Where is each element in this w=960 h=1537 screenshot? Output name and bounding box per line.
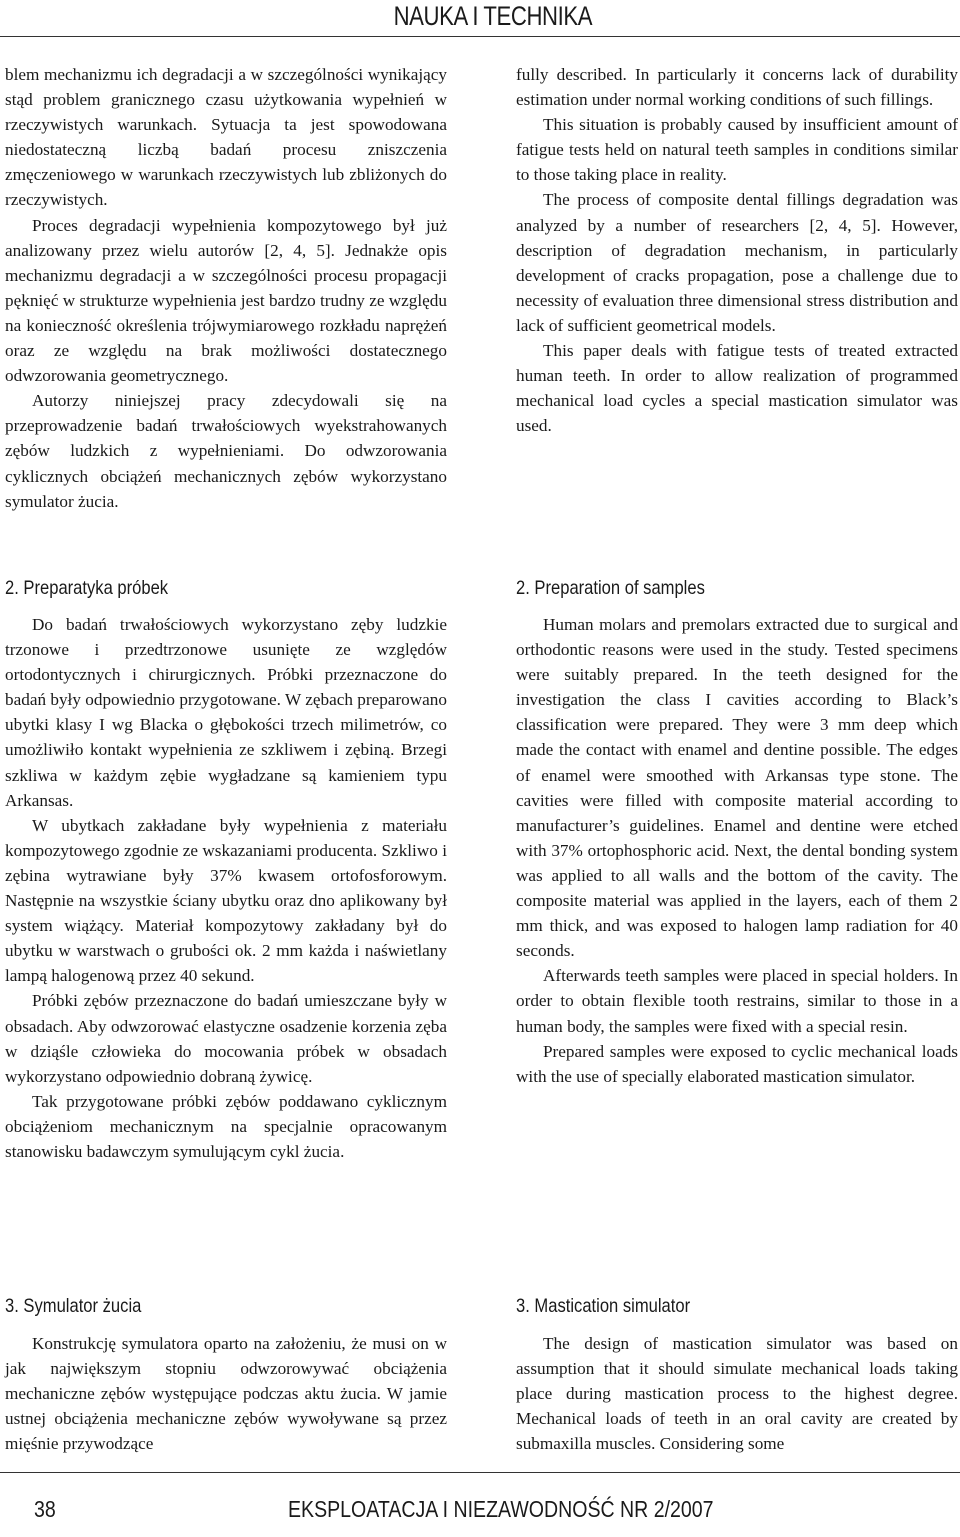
page-number: 38 — [34, 1496, 56, 1522]
section-2-body-pl — [5, 612, 447, 1164]
section-3-en-paragraph-1: The design of mastication simulator was based on assumption that it should simulate mechanical loads taking place during mastication process to the highest degree. Mechanical loads of teeth in an oral cavity are created by submaxilla muscles. Considering some — [516, 1334, 958, 1454]
intro-column-pl — [5, 62, 447, 514]
intro-pl-paragraph-1: blem mechanizmu ich degradacji a w szczególności wynikający stąd problem granicznego czasu użytkowania wypełnień w rzeczywistych warunkach. Sytuacja ta jest spowodowana niedostateczną liczbą badań procesu zniszczenia zmęczeniowego w warunkach rzeczywistych lub zbliżonych do rzeczywistych. — [5, 65, 447, 210]
section-2-title-pl: 2. Preparatyka próbek — [5, 577, 169, 599]
section-2-en-paragraph-3: Prepared samples were exposed to cyclic mechanical loads with the use of specially elaborated mastication simulator. — [516, 1041, 958, 1086]
journal-title: EKSPLOATACJA I NIEZAWODNOŚĆ NR 2/2007 — [288, 1496, 714, 1522]
section-2-title-en: 2. Preparation of samples — [516, 577, 705, 599]
intro-en-paragraph-4: This paper deals with fatigue tests of treated extracted human teeth. In order to allow realization of programmed mechanical load cycles a special mastication simulator was used. — [516, 341, 958, 436]
intro-pl-paragraph-2: Proces degradacji wypełnienia kompozytowego był już analizowany przez wielu autorów [2, 4, 5]. Jednakże opis mechanizmu degradacji a w szczególności procesu propagacji pęknięć w strukturze wypełnienia jest bardzo trudny ze względu na konieczność określenia trójwymiarowego rozkładu naprężeń oraz ze względu na brak możliwości dostatecznego odwzorowania geometrycznego. — [5, 215, 447, 386]
section-3-title-en: 3. Mastication simulator — [516, 1295, 691, 1317]
intro-en-paragraph-3: The process of composite dental fillings degradation was analyzed by a number of researchers [2, 4, 5]. However, description of degradation mechanism, in particularly development of cracks propagation, pose a challenge due to necessity of evaluation three dimensional stress distribution and lack of sufficient geometrical models. — [516, 190, 958, 335]
section-2-body-en — [516, 612, 958, 1089]
section-3-pl-paragraph-1: Konstrukcję symulatora oparto na założeniu, że musi on w jak największym stopniu odwzorowywać obciążenia mechaniczne zębów występujące podczas aktu żucia. W jamie ustnej obciążenia mechaniczne zębów wywoływane są przez mięśnie przywodzące — [5, 1334, 447, 1454]
section-2-pl-paragraph-2: W ubytkach zakładane były wypełnienia z materiału kompozytowego zgodnie ze wskazaniami producenta. Szkliwo i zębina wytrawiane były 37% kwasem ortofosforowym. Następnie na wszystkie ściany ubytku oraz dno aplikowany był system wiążący. Materiał kompozytowy zakładany był do ubytku w warstwach o grubości ok. 2 mm każda i naświetlany lampą halogenową przez 40 sekund. — [5, 815, 447, 986]
intro-en-paragraph-1: fully described. In particularly it concerns lack of durability estimation under normal working conditions of such fillings. — [516, 65, 958, 110]
section-3-body-pl — [5, 1331, 447, 1456]
intro-column-en — [516, 62, 958, 438]
footer-rule — [0, 1472, 960, 1473]
section-2-pl-paragraph-4: Tak przygotowane próbki zębów poddawano cyklicznym obciążeniom mechanicznym na specjalnie opracowanym stanowisku badawczym symulującym cykl żucia. — [5, 1091, 447, 1161]
running-header: NAUKA I TECHNIKA — [393, 1, 592, 31]
section-2-en-paragraph-1: Human molars and premolars extracted due to surgical and orthodontic reasons were used in the study. Tested specimens were suitably prepared. In the teeth designed for the investigation the class I cavities according to Black’s classification were prepared. They were 3 mm deep which made the contact with enamel and dentine possible. The edges of enamel were smoothed with Arkansas type stone. The cavities were filled with composite material according to manufacturer’s guidelines. Enamel and dentine were etched with 37% ortophosphoric acid. Next, the dental bonding system was applied to all walls and the bottom of the cavity. The composite material was applied in the layers, each of them 2 mm thick, and was exposed to halogen lamp radiation for 40 seconds. — [516, 615, 958, 961]
section-2-pl-paragraph-1: Do badań trwałościowych wykorzystano zęby ludzkie trzonowe i przedtrzonowe usunięte ze względów ortodontycznych i chirurgicznych. Próbki przeznaczone do badań były odpowiednio przygotowane. W zębach preparowano ubytki klasy I wg Blacka o głębokości trzech milimetrów, co umożliwiło kontakt wypełnienia ze szkliwem i zębiną. Brzegi szkliwa w każdym zębie wygładzane są kamieniem typu Arkansas. — [5, 615, 447, 810]
header-rule — [0, 36, 960, 37]
section-2-en-paragraph-2: Afterwards teeth samples were placed in special holders. In order to obtain flexible tooth restrains, similar to those in a human body, the samples were fixed with a special resin. — [516, 966, 958, 1036]
intro-pl-paragraph-3: Autorzy niniejszej pracy zdecydowali się na przeprowadzenie badań trwałościowych wyekstrahowanych zębów ludzkich z wypełnieniami. Do odwzorowania cyklicznych obciążeń mechanicznych zębów wykorzystano symulator żucia. — [5, 391, 447, 511]
section-3-title-pl: 3. Symulator żucia — [5, 1295, 142, 1317]
section-2-pl-paragraph-3: Próbki zębów przeznaczone do badań umieszczane były w obsadach. Aby odwzorować elastyczne osadzenie korzenia zęba w dziąśle człowieka do mocowania próbek w obsadach wykorzystano odpowiednio dobraną żywicę. — [5, 991, 447, 1086]
intro-en-paragraph-2: This situation is probably caused by insufficient amount of fatigue tests held on natural teeth samples in conditions similar to those taking place in reality. — [516, 115, 958, 185]
section-3-body-en — [516, 1331, 958, 1456]
